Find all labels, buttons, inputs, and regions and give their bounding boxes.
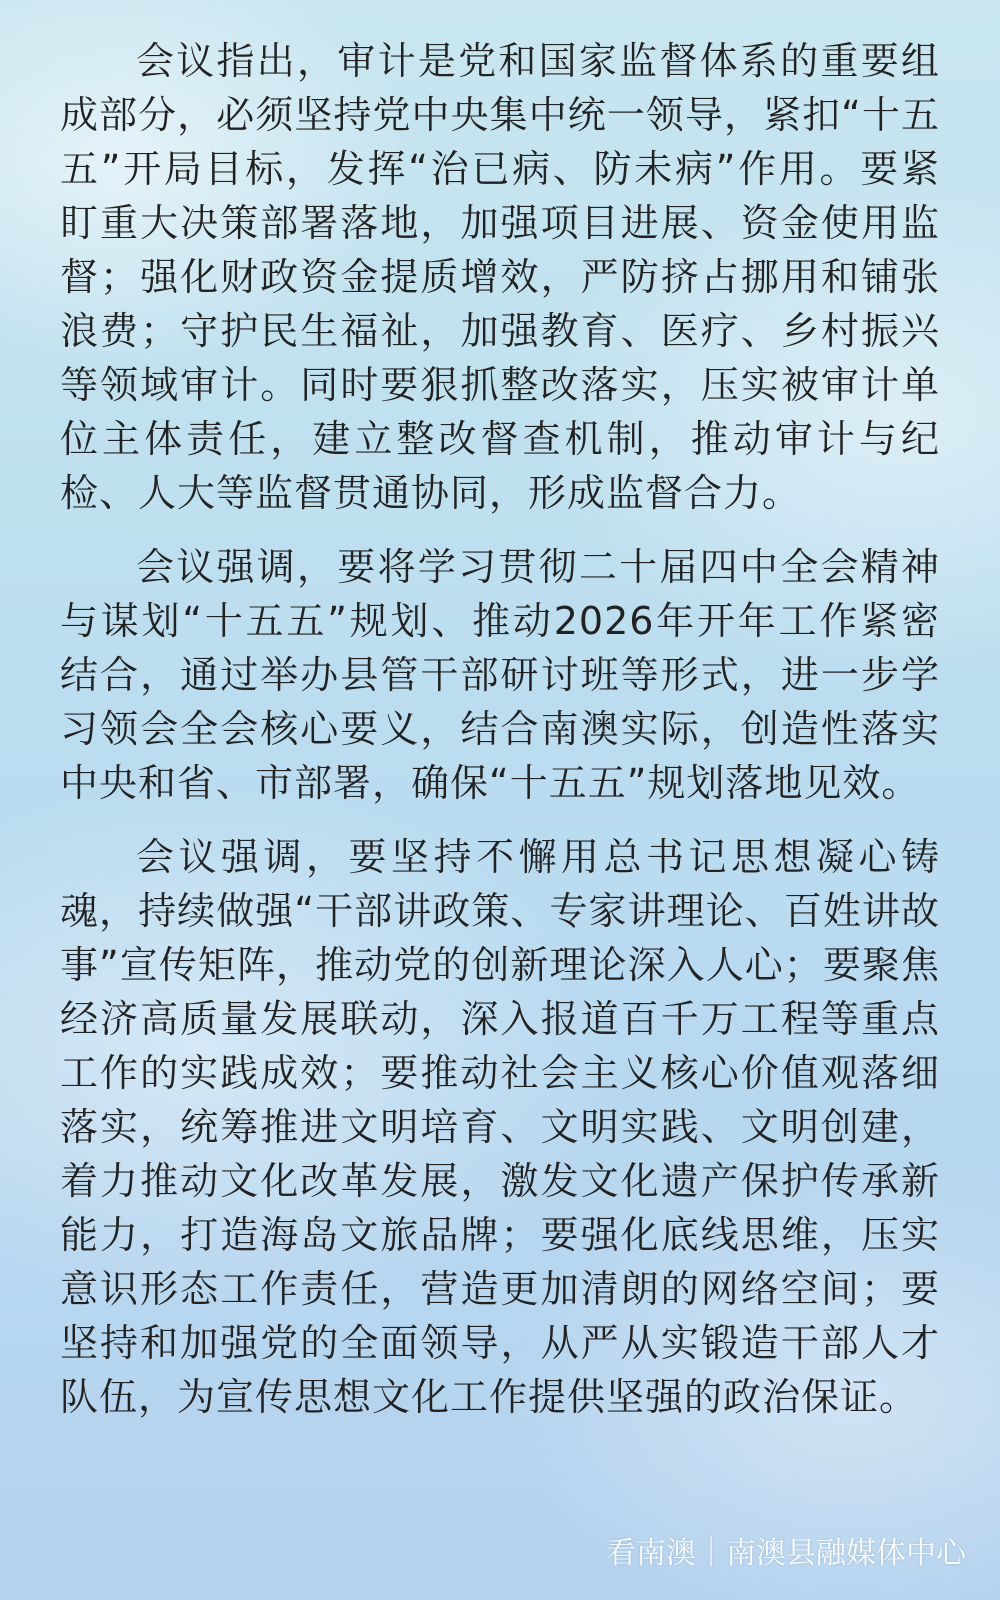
paragraph-publicity-work: 会议强调，要坚持不懈用总书记思想凝心铸魂，持续做强“干部讲政策、专家讲理论、百姓讲故事”宣传矩阵，推动党的创新理论深入人心；要聚焦经济高质量发展联动，深入报道百千万工程等重点工作的实践成效；要推动社会主义核心价值观落细落实，统筹推进文明培育、文明实践、文明创建，着力推动文化改革发展，激发文化遗产保护传承新能力，打造海岛文旅品牌；要强化底线思维，压实意识形态工作责任，营造更加清朗的网络空间；要坚持和加强党的全面领导，从严从实锻造干部人才队伍，为宣传思想文化工作提供坚强的政治保证。 [60,835,940,1419]
article-body [60,34,940,1444]
paragraph-audit: 会议指出，审计是党和国家监督体系的重要组成部分，必须坚持党中央集中统一领导，紧扣“十五五”开局目标，发挥“治已病、防未病”作用。要紧盯重大决策部署落地，加强项目进展、资金使用监督；强化财政资金提质增效，严防挤占挪用和铺张浪费；守护民生福祉，加强教育、医疗、乡村振兴等领域审计。同时要狠抓整改落实，压实被审计单位主体责任，建立整改督查机制，推动审计与纪检、人大等监督贯通协同，形成监督合力。 [60,39,940,515]
source-watermark: 看南澳｜南澳县融媒体中心 [606,1536,966,1571]
paragraph-plenary-study: 会议强调，要将学习贯彻二十届四中全会精神与谋划“十五五”规划、推动2026年开年工作紧密结合，通过举办县管干部研讨班等形式，进一步学习领会全会核心要义，结合南澳实际，创造性落实中央和省、市部署，确保“十五五”规划落地见效。 [60,545,940,805]
